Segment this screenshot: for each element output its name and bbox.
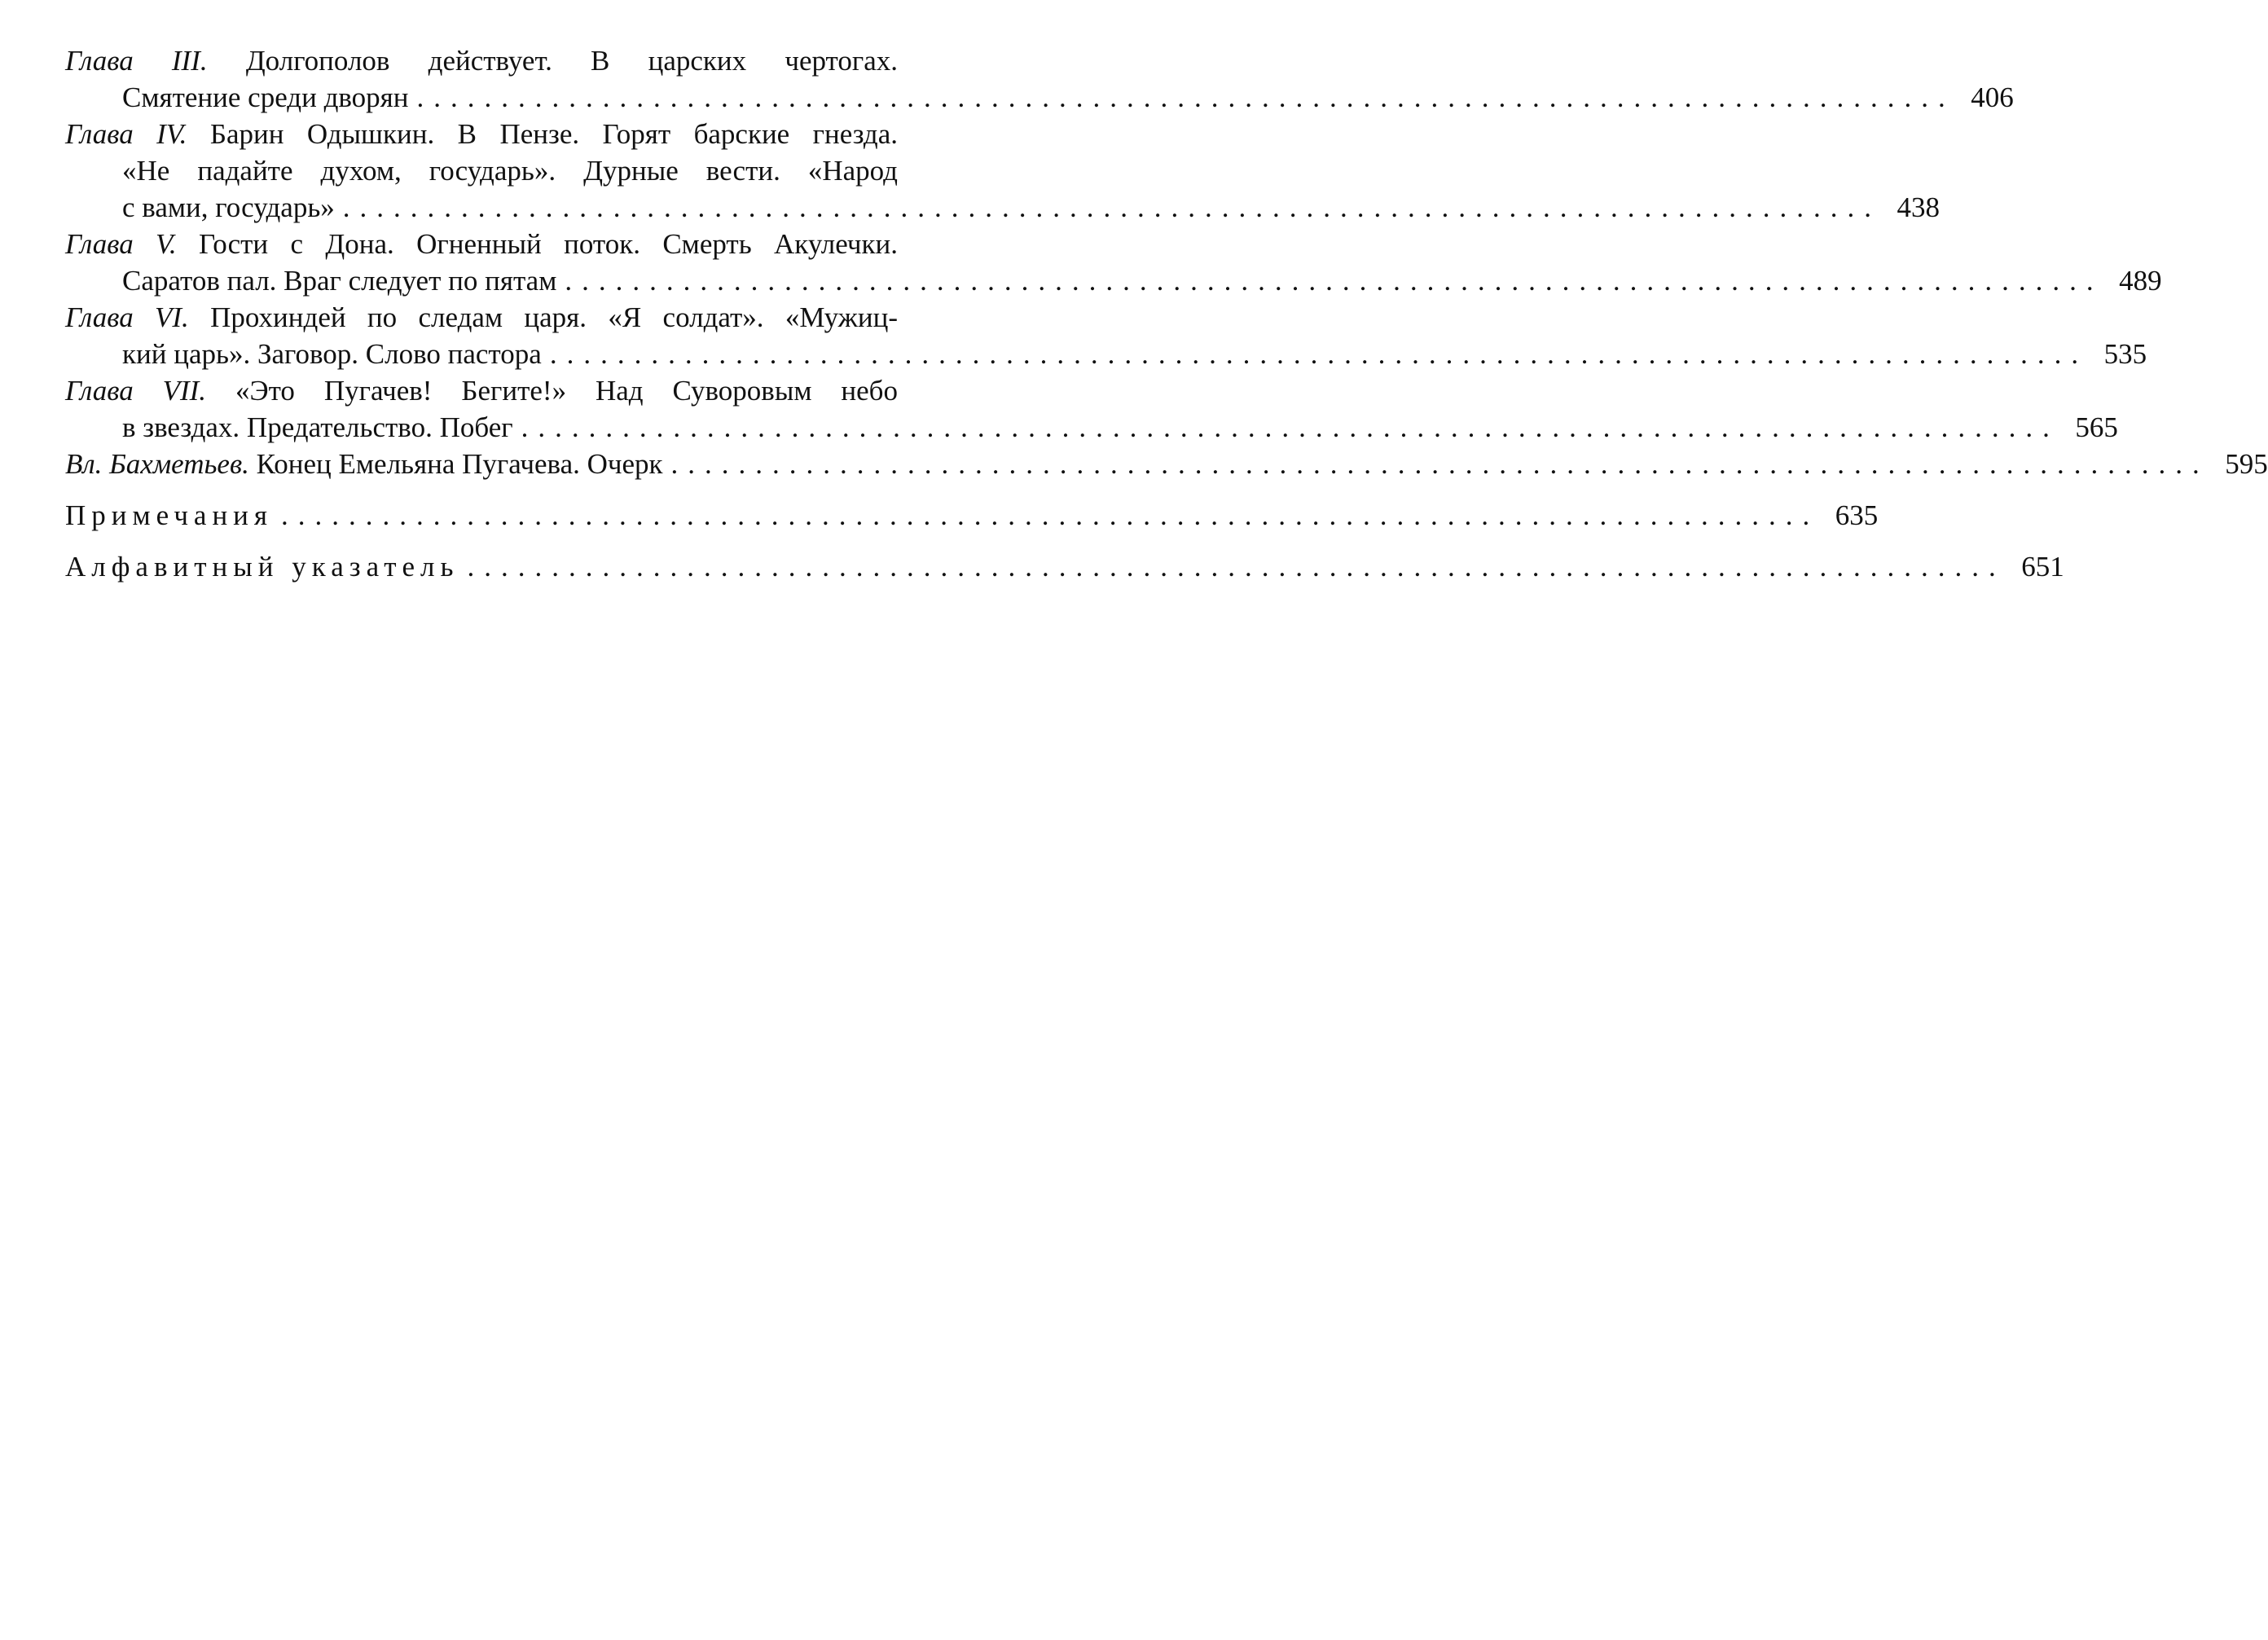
index-title: Алфавитный указатель <box>65 551 459 583</box>
dot-leader: ........................................................................................... <box>342 191 1882 223</box>
toc-entry-last-line <box>65 548 2064 585</box>
chapter-label: Глава VI. <box>65 301 189 333</box>
chapter-title: Барин Одышкин. В Пензе. Горят барские гнезда. <box>187 118 898 150</box>
toc-entry-last-line <box>65 189 1941 226</box>
toc-entry-chapter-4[interactable] <box>65 116 1941 226</box>
chapter-label: Глава VII. <box>65 375 207 407</box>
dot-leader: ........................................................................................... <box>281 499 1820 531</box>
page-number: 535 <box>2103 338 2147 370</box>
chapter-label: Глава III. <box>65 45 208 77</box>
author-label: Вл. Бахметьев. <box>65 448 249 480</box>
spacer <box>65 534 978 548</box>
toc-entry-chapter-7[interactable] <box>65 372 2118 446</box>
dot-leader: ........................................................................................... <box>565 265 2103 297</box>
toc-entry-chapter-3[interactable] <box>65 42 2014 116</box>
chapter-title: Гости с Дона. Огненный поток. Смерть Акулечки. <box>176 228 898 260</box>
chapter-title-end: кий царь». Заговор. Слово пастора <box>122 338 542 370</box>
toc-entry-first-line <box>65 226 898 262</box>
page-number: 438 <box>1897 191 1941 223</box>
essay-title: Конец Емельяна Пугачева. Очерк <box>248 448 663 480</box>
notes-title: Примечания <box>65 499 274 531</box>
page-number: 406 <box>1971 81 2014 113</box>
toc-entry-essay[interactable] <box>65 446 2268 482</box>
toc-entry-chapter-5[interactable] <box>65 226 2162 299</box>
chapter-label: Глава V. <box>65 228 177 260</box>
chapter-label: Глава IV. <box>65 118 187 150</box>
chapter-title: Прохиндей по следам царя. «Я солдат». «Мужиц- <box>188 301 898 333</box>
chapter-title-end: в звездах. Предательство. Побег <box>122 411 513 443</box>
toc-entry-first-line <box>65 299 898 336</box>
toc-entry-index[interactable] <box>65 548 2064 585</box>
toc-entry-last-line <box>65 446 2268 482</box>
chapter-title: Долгополов действует. В царских чертогах. <box>207 45 898 77</box>
chapter-title-end: с вами, государь» <box>122 191 335 223</box>
toc-entry-last-line <box>65 262 2162 299</box>
toc-entry-first-line <box>65 42 898 79</box>
dot-leader: ........................................................................................... <box>670 448 2209 480</box>
toc-entry-cont-line: «Не падайте духом, государь». Дурные вести. «Народ <box>122 155 898 187</box>
chapter-title-end: Саратов пал. Враг следует по пятам <box>122 265 557 297</box>
dot-leader: ........................................................................................... <box>549 338 2089 370</box>
chapter-title-end: Смятение среди дворян <box>122 81 409 113</box>
toc-entry-notes[interactable] <box>65 497 1879 534</box>
table-of-contents <box>65 42 2268 585</box>
page-number: 595 <box>2225 448 2268 480</box>
page-number: 651 <box>2021 551 2064 583</box>
page-number: 565 <box>2075 411 2118 443</box>
toc-entry-last-line <box>65 497 1879 534</box>
spacer <box>65 482 978 497</box>
chapter-title: «Это Пугачев! Бегите!» Над Суворовым небо <box>206 375 898 407</box>
page-number: 635 <box>1835 499 1879 531</box>
dot-leader: ........................................................................................... <box>521 411 2059 443</box>
toc-entry-chapter-6[interactable] <box>65 299 2147 372</box>
toc-entry-last-line <box>65 336 2147 372</box>
dot-leader: ........................................................................................... <box>416 81 1955 113</box>
toc-entry-first-line <box>65 372 898 409</box>
toc-entry-first-line <box>65 116 898 152</box>
dot-leader: ........................................................................................... <box>467 551 2006 583</box>
toc-entry-last-line <box>65 79 2014 116</box>
page-number: 489 <box>2119 265 2162 297</box>
toc-entry-last-line <box>65 409 2118 446</box>
